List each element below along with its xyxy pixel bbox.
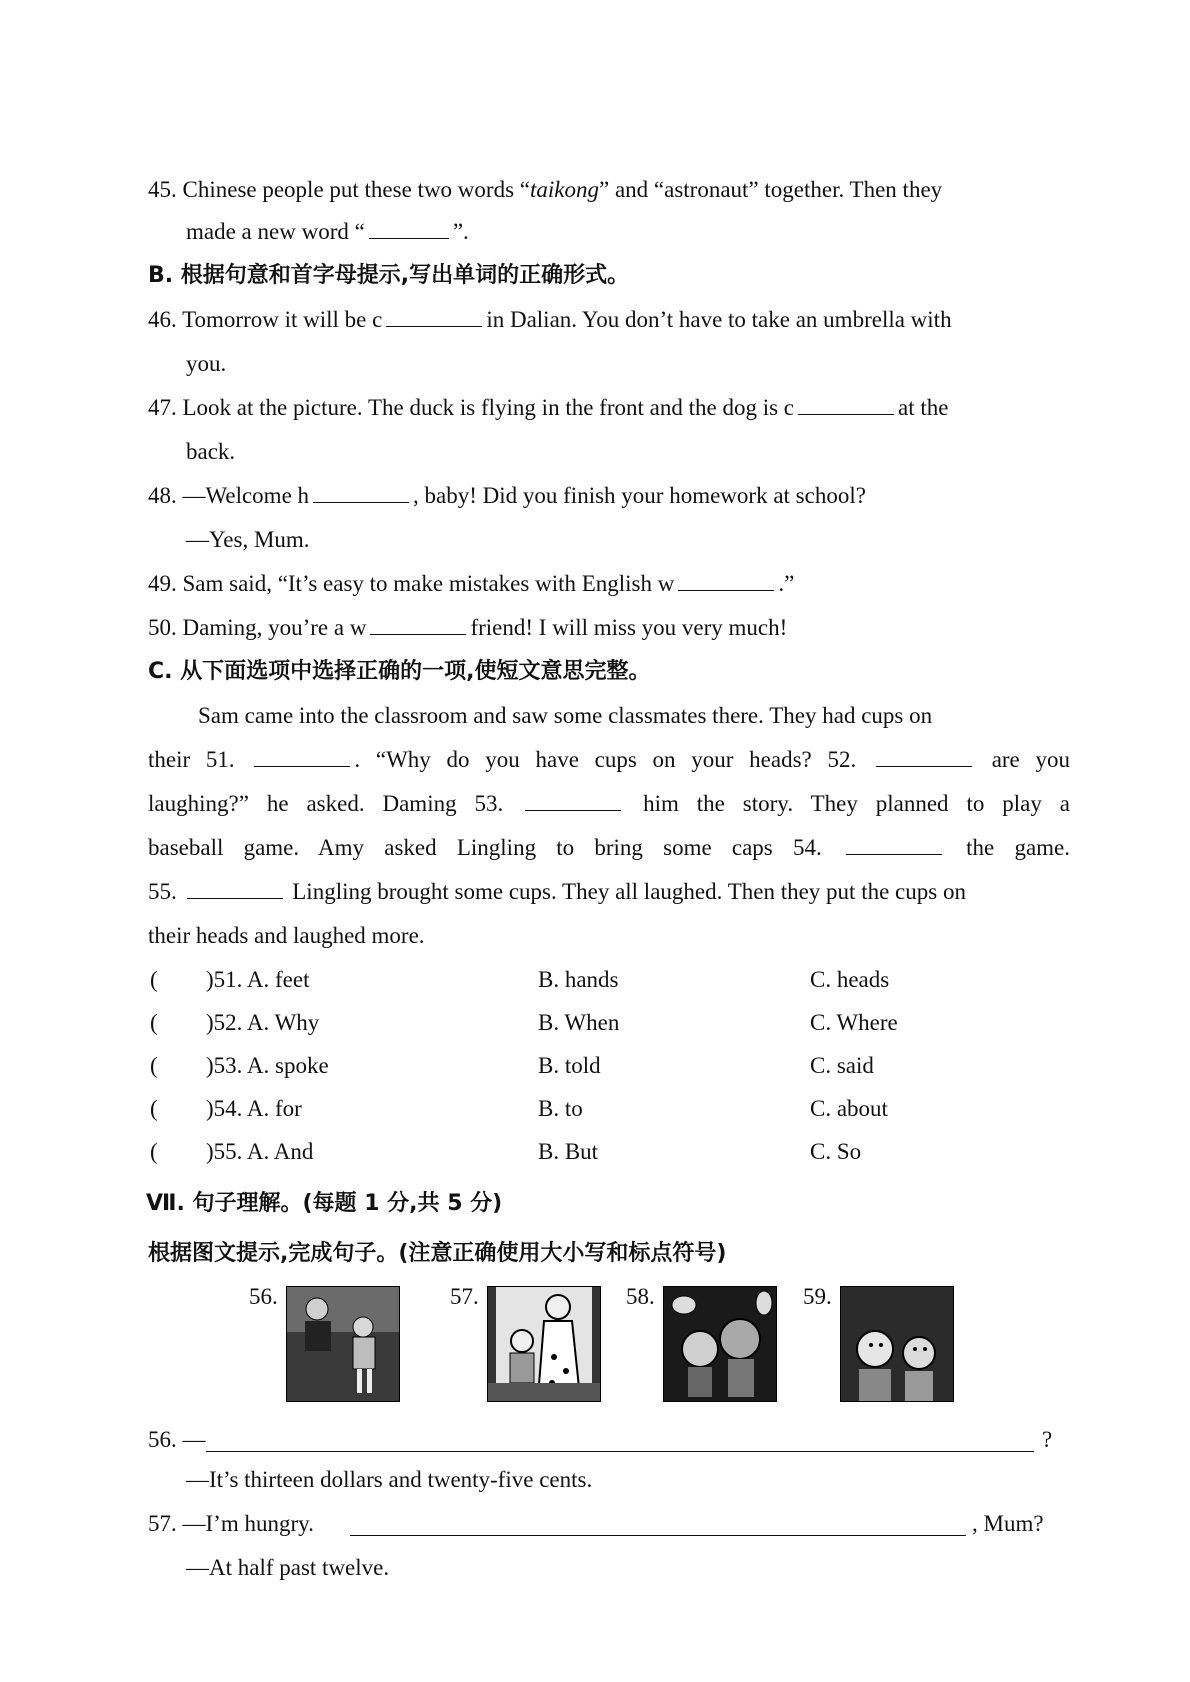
- q49-blank[interactable]: [678, 570, 774, 591]
- q47-blank[interactable]: [798, 394, 894, 415]
- passage-line-3: [148, 784, 1070, 824]
- picture-56-label: 56.: [249, 1284, 278, 1309]
- q49-text-2: .”: [778, 571, 795, 596]
- passage-line-2: [148, 740, 1070, 780]
- passage-line5-end: Lingling brought some cups. They all laughed. Then they put the cups on: [292, 879, 966, 904]
- passage-line3-end: him the story. They planned to play a: [643, 791, 1070, 816]
- picture-59-label: 59.: [803, 1284, 832, 1309]
- option-a[interactable]: )51. A. feet: [206, 967, 310, 992]
- question-45: [148, 170, 1070, 210]
- passage-line4-end: the game.: [966, 835, 1071, 860]
- answer-paren[interactable]: (: [150, 967, 158, 992]
- q57-label: 57. —I’m hungry.: [148, 1511, 314, 1536]
- q47-text: 47. Look at the picture. The duck is flying in the front and the dog is c: [148, 395, 794, 420]
- q45-blank[interactable]: [369, 218, 449, 239]
- q56-response: —It’s thirteen dollars and twenty-five cents.: [186, 1467, 593, 1492]
- picture-57-illustration: [488, 1287, 600, 1401]
- q46-text: 46. Tomorrow it will be c: [148, 307, 383, 332]
- blank-53[interactable]: [525, 790, 621, 811]
- question-47: [148, 388, 1070, 428]
- question-46: [148, 300, 1070, 340]
- passage-line-6: their heads and laughed more.: [148, 923, 425, 948]
- q48-text: 48. —Welcome h: [148, 483, 310, 508]
- q50-text: 50. Daming, you’re a w: [148, 615, 367, 640]
- q49-text: 49. Sam said, “It’s easy to make mistakes with English w: [148, 571, 675, 596]
- picture-58: [663, 1286, 777, 1402]
- q45-text: 45. Chinese people put these two words “: [148, 177, 530, 202]
- question-48-line2: —Yes, Mum.: [186, 527, 310, 552]
- passage-52-text: . “Why do you have cups on your heads? 52.: [354, 747, 857, 772]
- passage-line2-end: are you: [991, 747, 1070, 772]
- section-b-title: B. 根据句意和首字母提示,写出单词的正确形式。: [148, 263, 630, 288]
- picture-57-label: 57.: [450, 1284, 479, 1309]
- option-b[interactable]: B. told: [538, 1053, 601, 1078]
- question-45-line2: [186, 212, 1070, 252]
- picture-56: [286, 1286, 400, 1402]
- answer-paren[interactable]: (: [150, 1010, 158, 1035]
- option-b[interactable]: B. When: [538, 1010, 620, 1035]
- option-b[interactable]: B. to: [538, 1096, 583, 1121]
- q57-response: —At half past twelve.: [186, 1555, 390, 1580]
- section-c-title: C. 从下面选项中选择正确的一项,使短文意思完整。: [148, 659, 651, 684]
- picture-59-illustration: [841, 1287, 953, 1401]
- q45-italic-word: taikong: [529, 177, 599, 202]
- option-a[interactable]: )52. A. Why: [206, 1010, 320, 1035]
- blank-55[interactable]: [187, 878, 283, 899]
- answer-paren[interactable]: (: [150, 1139, 158, 1164]
- picture-59: [840, 1286, 954, 1402]
- picture-57: [487, 1286, 601, 1402]
- option-b[interactable]: B. hands: [538, 967, 619, 992]
- q47-text-2: at the: [898, 395, 949, 420]
- q56-end-mark: ?: [1042, 1427, 1053, 1452]
- q57-end-text: , Mum?: [972, 1511, 1044, 1536]
- question-47-line2: back.: [186, 439, 236, 464]
- passage-54-text: baseball game. Amy asked Lingling to bring some caps 54.: [148, 835, 822, 860]
- option-a[interactable]: )55. A. And: [206, 1139, 314, 1164]
- q45-line2-end: ”.: [452, 219, 469, 244]
- picture-58-label: 58.: [626, 1284, 655, 1309]
- q56-label: 56. —: [148, 1427, 206, 1452]
- answer-paren[interactable]: (: [150, 1053, 158, 1078]
- passage-line-1: Sam came into the classroom and saw some classmates there. They had cups on: [198, 703, 933, 728]
- picture-58-illustration: [664, 1287, 776, 1401]
- blank-51[interactable]: [254, 746, 350, 767]
- option-c[interactable]: C. heads: [810, 967, 890, 992]
- question-56: [148, 1420, 1070, 1460]
- blank-54[interactable]: [846, 834, 942, 855]
- q48-blank[interactable]: [313, 482, 409, 503]
- picture-56-illustration: [287, 1287, 399, 1401]
- q46-blank[interactable]: [386, 306, 482, 327]
- question-48: [148, 476, 1070, 516]
- question-49: [148, 564, 1070, 604]
- q46-text-2: in Dalian. You don’t have to take an umbrella with: [486, 307, 952, 332]
- passage-55-label: 55.: [148, 879, 177, 904]
- option-c[interactable]: C. So: [810, 1139, 862, 1164]
- answer-paren[interactable]: (: [150, 1096, 158, 1121]
- option-a[interactable]: )54. A. for: [206, 1096, 302, 1121]
- q45-line2-text: made a new word “: [186, 219, 365, 244]
- option-c[interactable]: C. Where: [810, 1010, 898, 1035]
- q56-answer-line[interactable]: [206, 1450, 1034, 1452]
- q50-blank[interactable]: [370, 614, 466, 635]
- option-c[interactable]: C. about: [810, 1096, 888, 1121]
- passage-line-5: [148, 872, 1070, 912]
- passage-51-label: their 51.: [148, 747, 235, 772]
- q48-text-2: , baby! Did you finish your homework at school?: [413, 483, 866, 508]
- section-7-instruction: 根据图文提示,完成句子。(注意正确使用大小写和标点符号): [148, 1241, 727, 1266]
- passage-line-4: [148, 828, 1070, 868]
- question-57: [148, 1504, 1070, 1544]
- q45-text-2: ” and “astronaut” together. Then they: [598, 177, 943, 202]
- question-46-line2: you.: [186, 351, 227, 376]
- q50-text-2: friend! I will miss you very much!: [470, 615, 788, 640]
- blank-52[interactable]: [876, 746, 972, 767]
- option-c[interactable]: C. said: [810, 1053, 874, 1078]
- option-a[interactable]: )53. A. spoke: [206, 1053, 329, 1078]
- passage-53-text: laughing?” he asked. Daming 53.: [148, 791, 504, 816]
- option-b[interactable]: B. But: [538, 1139, 599, 1164]
- section-7-title: Ⅶ. 句子理解。(每题 1 分,共 5 分): [146, 1191, 503, 1216]
- question-50: [148, 608, 1070, 648]
- q57-answer-line[interactable]: [350, 1534, 966, 1536]
